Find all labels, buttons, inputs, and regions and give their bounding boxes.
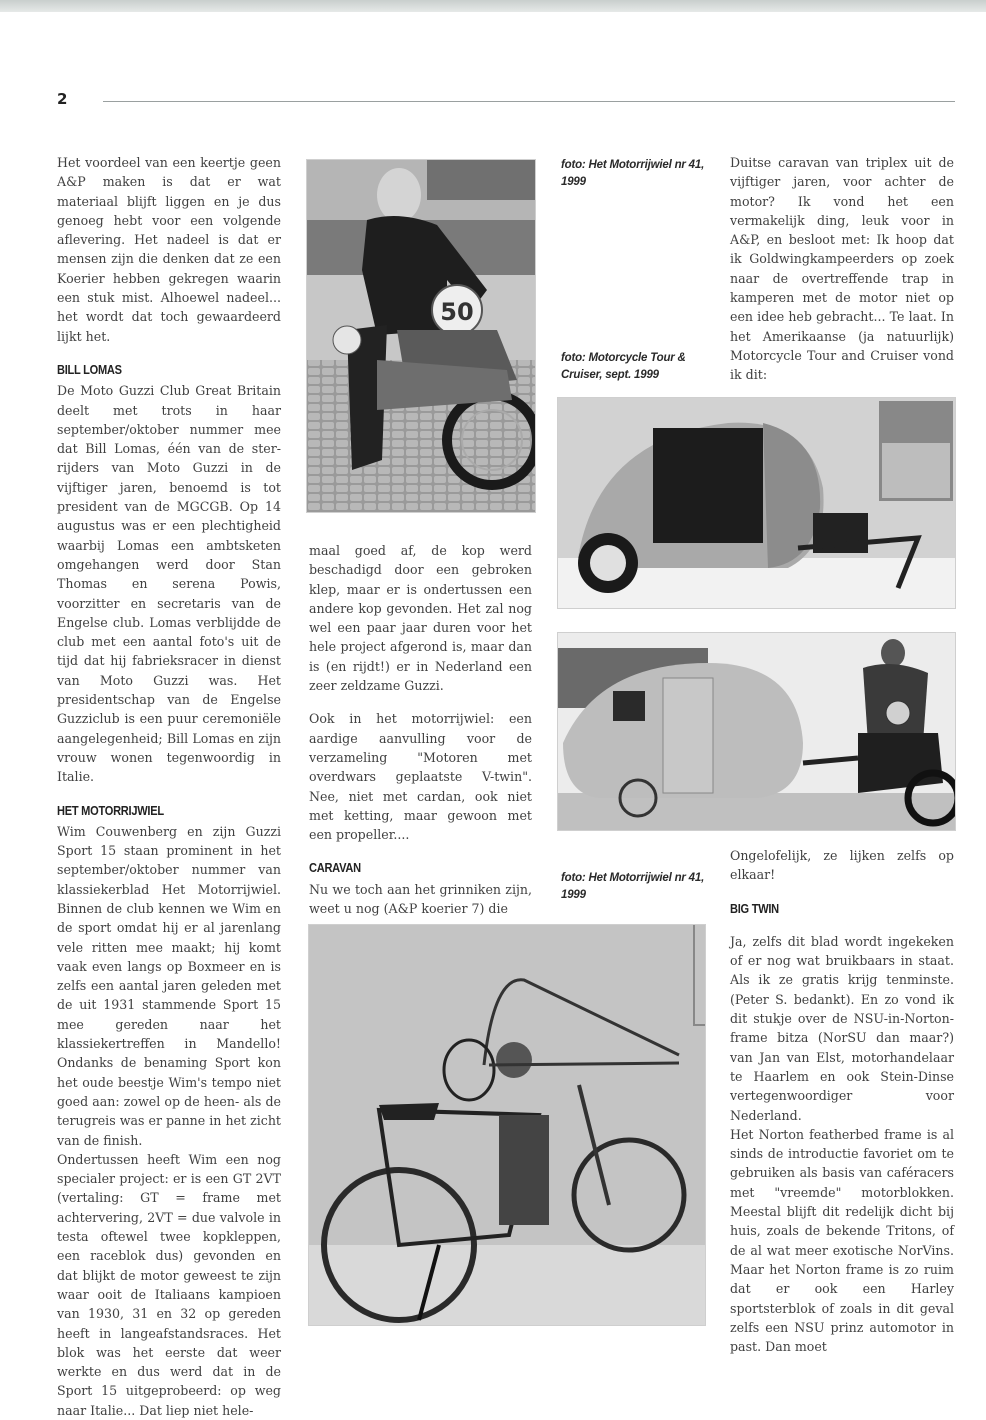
scan-top-edge bbox=[0, 0, 986, 12]
column-1 bbox=[57, 153, 281, 1420]
racing-number-plate: 50 bbox=[440, 298, 474, 326]
big-twin-paragraph-1: Ja, zelfs dit blad wordt ingekeken of er nog wat bruikbaars in staat. Als ik ze gratis krijg tenminste. (Peter S. bedankt). En zo vond ik dit stukje over de NSU-in-Norton-frame bitza (NorSU dan maar?) van Jan van Elst, motorhandelaar te Haarlem en ook Stein-Dinse vertegenwoordiger voor Nederland. bbox=[730, 933, 954, 1123]
heading-het-motorrijwiel: HET MOTORRIJWIEL bbox=[57, 802, 164, 818]
motorrijwiel-paragraph-2: Ondertussen heeft Wim een nog specialer project: er is een GT 2VT (vertaling: GT = frame met achtervering, 2VT = due valvole in testa oftewel twee kopkleppen, een raceblok dus) gevonden en dat blijkt de motor geweest te zijn waar ooit de Italiaans kampioen van 1930, 31 en 32 op gereden heeft in langeafstandsraces. Het blok was het eerste dat weer werkte en dus werd dat in de Sport 15 uitgeprobeerd: op weg naar Italie... Dat liep niet hele- bbox=[57, 1151, 281, 1418]
motorrijwiel-continued-paragraph: maal goed af, de kop werd beschadigd door een gebroken klep, maar er is ondertussen een andere kop gevonden. Het zal nog wel een paar jaar duren voor het hele project afgerond is, maar dan is (en rijdt!) er in Nederland een zeer zeldzame Guzzi. bbox=[309, 543, 532, 694]
caption-photo-motorrijwiel-1: foto: Het Motorrijwiel nr 41, 1999 bbox=[561, 159, 705, 188]
motorrijwiel-paragraph-1: Wim Couwenberg en zijn Guzzi Sport 15 staan prominent in het september/oktober nummer van klassiekerblad Het Motorrijwiel. Binnen de club kennen we Wim en de sport omdat hij er al jarenlang vele ritten mee maakt; hij komt vaak even langs op Boxmeer en is zelfs een aantal jaren geleden met de uit 1931 stammende Sport 15 mee gereden naar het klassiekertreffen in Mandello! Ondanks de benaming Sport kon het oude beestje Wim's tempo niet goed aan: zowel op de heen- als de terugreis was er panne in het zicht van de finish. bbox=[57, 823, 281, 1148]
heading-caravan: CARAVAN bbox=[309, 860, 361, 876]
photo-teardrop-caravan bbox=[557, 397, 956, 609]
heading-big-twin: BIG TWIN bbox=[730, 900, 779, 916]
column-2 bbox=[309, 541, 532, 918]
intro-paragraph: Het voordeel van een keertje geen A&P maken is dat er wat materiaal blijft liggen en je dus genoeg hebt voor een volgende aflevering. Het nadeel is dat er mensen zijn die denken dat ze een Koerier hebben gekregen waarin een stuk mist. Alhoewel nadeel... het wordt dat toch gewaardeerd lijkt het. bbox=[57, 155, 281, 344]
caravan-paragraph: Nu we toch aan het grinniken zijn, weet u nog (A&P koerier 7) die bbox=[309, 881, 532, 917]
column-4-top bbox=[730, 153, 954, 385]
big-twin-paragraph-2: Het Norton featherbed frame is al sinds de introductie favoriet om te gebruiken als basis van caféracers met "vreemde" motorblokken. Meestal blijft dit redelijk dicht bij huis, zoals de bekende Tritons, of de al wat meer exotische NorVins. Maar het Norton frame is zo ruim dat er ook een Harley sportsterblok of zoals in dit geval zelfs een NSU prinz automotor in past. Dan moet bbox=[730, 1126, 954, 1355]
caption-photo-motorrijwiel-2: foto: Het Motorrijwiel nr 41, 1999 bbox=[561, 872, 705, 901]
lookalike-paragraph: Ongelofelijk, ze lijken zelfs op elkaar! bbox=[730, 848, 954, 883]
photo-bill-lomas-motorcycle bbox=[306, 159, 536, 513]
heading-bill-lomas: BILL LOMAS bbox=[57, 361, 122, 377]
photo-caravan-with-motorcycle bbox=[557, 632, 956, 831]
bill-lomas-paragraph: De Moto Guzzi Club Great Britain deelt met trots in haar september/oktober nummer mee dat Bill Lomas, één van de ster-rijders van Moto Guzzi in de vijftiger jaren, benoemd is tot president van de MGCGB. Op 14 augustus was er een plechtigheid waarbij Lomas een ambtsketen omgehangen werd door Stan Thomas en serena Powis, voorzitter en secretaris van de Engelse club. Lomas verblijdde de club met een aantal foto's uit de tijd dat hij fabrieksracer in dienst van Moto Guzzi was. Het presidentschap van de Engelse Guzziclub is een puur ceremoniële aangelegenheid; Bill Lomas en zijn vrouw wonen tegenwoordig in Italie. bbox=[57, 383, 281, 785]
caption-photo-motorcycle-tour: foto: Motorcycle Tour & Cruiser, sept. 1999 bbox=[561, 352, 686, 381]
page-number: 2 bbox=[57, 90, 68, 108]
propeller-paragraph: Ook in het motorrijwiel: een aardige aanvulling voor de verzameling "Motoren met overdwars geplaatste V-twin". Nee, niet met cardan, ook niet met ketting, maar gewoon met een propeller.... bbox=[309, 711, 532, 843]
photo-propeller-bicycle bbox=[308, 924, 706, 1326]
column-4-bottom bbox=[730, 846, 954, 1356]
caravan-continued-paragraph: Duitse caravan van triplex uit de vijftiger jaren, voor achter de motor? Ik vond het een vermakelijk ding, leuk voor in A&P, en besloot met: Ik hoop dat ik Goldwingkampeerders op zoek naar de overtreffende trap in kamperen met de motor niet op een idee heb gebracht... Te laat. In het Amerikaanse (ja natuurlijk) Motorcycle Tour and Cruiser vond ik dit: bbox=[730, 155, 954, 383]
header-rule bbox=[103, 101, 955, 102]
